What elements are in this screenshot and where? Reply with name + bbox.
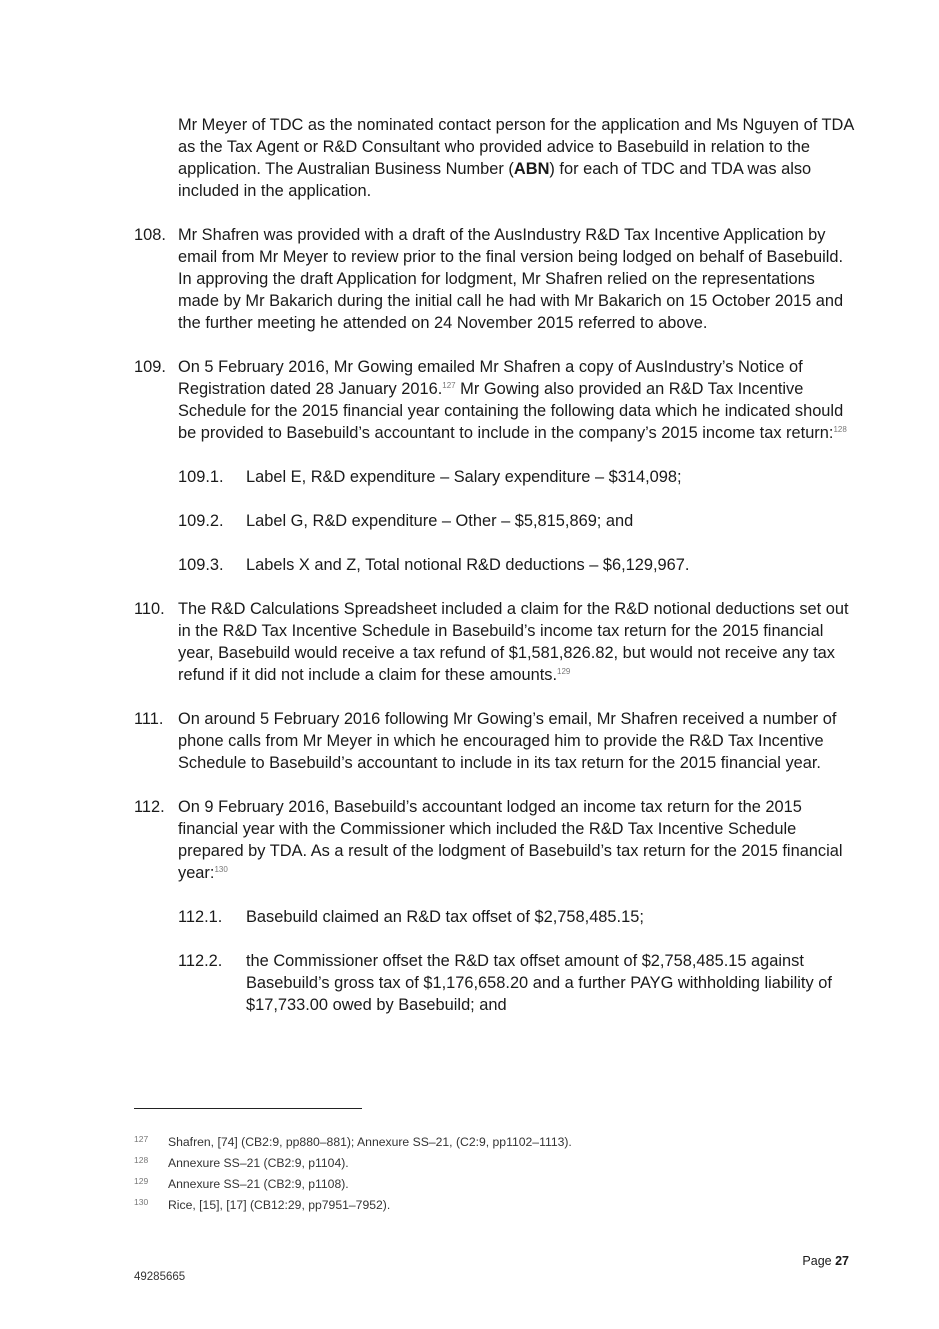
subparagraph-number: 109.2. xyxy=(178,512,224,530)
footnote-text: Shafren, [74] (CB2:9, pp880–881); Annexure SS–21, (C2:9, pp1102–1113). xyxy=(168,1135,572,1149)
paragraph-112 xyxy=(134,796,854,884)
paragraph-number: 111. xyxy=(134,710,164,728)
footnote-item xyxy=(134,1132,834,1153)
paragraph-number: 108. xyxy=(134,226,166,244)
footnote-number: 130 xyxy=(134,1197,149,1207)
footnote-number: 128 xyxy=(134,1155,149,1165)
paragraph-111 xyxy=(134,708,854,774)
footnote-text: Rice, [15], [17] (CB12:29, pp7951–7952). xyxy=(168,1198,391,1212)
subparagraph-text: Labels X and Z, Total notional R&D deductions – $6,129,967. xyxy=(246,556,690,574)
paragraph-text: Mr Shafren was provided with a draft of the AusIndustry R&D Tax Incentive Application by email from Mr Meyer to review prior to the final version being lodged on behalf of Basebuild. In approving the draft Application for lodgment, Mr Shafren relied on the representations made by Mr Bakarich during the initial call he had with Mr Bakarich on 15 October 2015 and the further meeting he attended on 24 November 2015 referred to above. xyxy=(178,226,844,332)
paragraph-number: 110. xyxy=(134,600,165,618)
paragraph-continuation xyxy=(134,114,854,202)
paragraph-108 xyxy=(134,224,854,334)
subparagraph-number: 112.2. xyxy=(178,952,223,970)
paragraph-number: 112. xyxy=(134,798,165,816)
paragraph-text: On 5 February 2016, Mr Gowing emailed Mr Shafren a copy of AusIndustry’s Notice of Registration dated 28 January 2016. xyxy=(178,358,803,398)
subparagraph-text: the Commissioner offset the R&D tax offset amount of $2,758,485.15 against Basebuild’s gross tax of $1,176,658.20 and a further PAYG withholding liability of $17,733.00 owed by Basebuild; and xyxy=(246,952,832,1014)
subparagraph-number: 112.1. xyxy=(178,908,223,926)
paragraph-text: On around 5 February 2016 following Mr Gowing’s email, Mr Shafren received a number of phone calls from Mr Meyer in which he encouraged him to provide the R&D Tax Incentive Schedule to Basebuild’s accountant to include in its tax return for the 2015 financial year. xyxy=(178,710,837,772)
page-number-value: 27 xyxy=(835,1254,849,1268)
paragraph-text: On 9 February 2016, Basebuild’s accountant lodged an income tax return for the 2015 financial year with the Commissioner which included the R&D Tax Incentive Schedule prepared by TDA. As a result of the lodgment of Basebuild’s tax return for the 2015 financial year: xyxy=(178,798,843,882)
subparagraph-109-1 xyxy=(134,466,854,488)
subparagraph-text: Label G, R&D expenditure – Other – $5,815,869; and xyxy=(246,512,634,530)
paragraph-number: 109. xyxy=(134,358,166,376)
footnote-ref[interactable]: 130 xyxy=(214,865,228,874)
intro-text-end: ) for each of TDC and TDA was also included in the application. xyxy=(178,160,812,200)
subparagraph-number: 109.3. xyxy=(178,556,224,574)
page-number xyxy=(802,1254,849,1268)
document-body xyxy=(134,114,854,1038)
paragraph-110 xyxy=(134,598,854,686)
subparagraph-number: 109.1. xyxy=(178,468,224,486)
footnote-ref[interactable]: 127 xyxy=(442,381,456,390)
footnote-text: Annexure SS–21 (CB2:9, p1108). xyxy=(168,1177,349,1191)
footnote-text: Annexure SS–21 (CB2:9, p1104). xyxy=(168,1156,349,1170)
document-id: 49285665 xyxy=(134,1271,186,1283)
footnote-number: 129 xyxy=(134,1176,149,1186)
paragraph-text: Mr Gowing also provided an R&D Tax Incentive Schedule for the 2015 financial year containing the following data which he indicated should be provided to Basebuild’s accountant to include in the company’s 2015 income tax return: xyxy=(178,380,844,442)
paragraph-109 xyxy=(134,356,854,444)
subparagraph-text: Label E, R&D expenditure – Salary expenditure – $314,098; xyxy=(246,468,682,486)
footnote-item xyxy=(134,1174,834,1195)
subparagraph-112-1 xyxy=(134,906,854,928)
footnotes xyxy=(134,1132,834,1216)
subparagraph-text: Basebuild claimed an R&D tax offset of $2,758,485.15; xyxy=(246,908,644,926)
footnote-ref[interactable]: 129 xyxy=(557,667,571,676)
intro-text: Mr Meyer of TDC as the nominated contact person for the application and Ms Nguyen of TDA as the Tax Agent or R&D Consultant who provided advice to Basebuild in relation to the application. The Australian Business Number ( xyxy=(178,116,854,178)
footnote-item xyxy=(134,1153,834,1174)
abn-defined-term: ABN xyxy=(513,160,550,178)
footnote-number: 127 xyxy=(134,1134,149,1144)
paragraph-text: The R&D Calculations Spreadsheet included a claim for the R&D notional deductions set out in the R&D Tax Incentive Schedule in Basebuild’s income tax return for the 2015 financial year, Basebuild would receive a tax refund of $1,581,826.82, but would not receive any tax refund if it did not include a claim for these amounts. xyxy=(178,600,849,684)
footnote-ref[interactable]: 128 xyxy=(833,425,847,434)
subparagraph-109-3 xyxy=(134,554,854,576)
footnote-item xyxy=(134,1195,834,1216)
subparagraph-112-2 xyxy=(134,950,854,1016)
page-label: Page xyxy=(802,1254,832,1268)
subparagraph-109-2 xyxy=(134,510,854,532)
footnote-separator xyxy=(134,1108,362,1109)
